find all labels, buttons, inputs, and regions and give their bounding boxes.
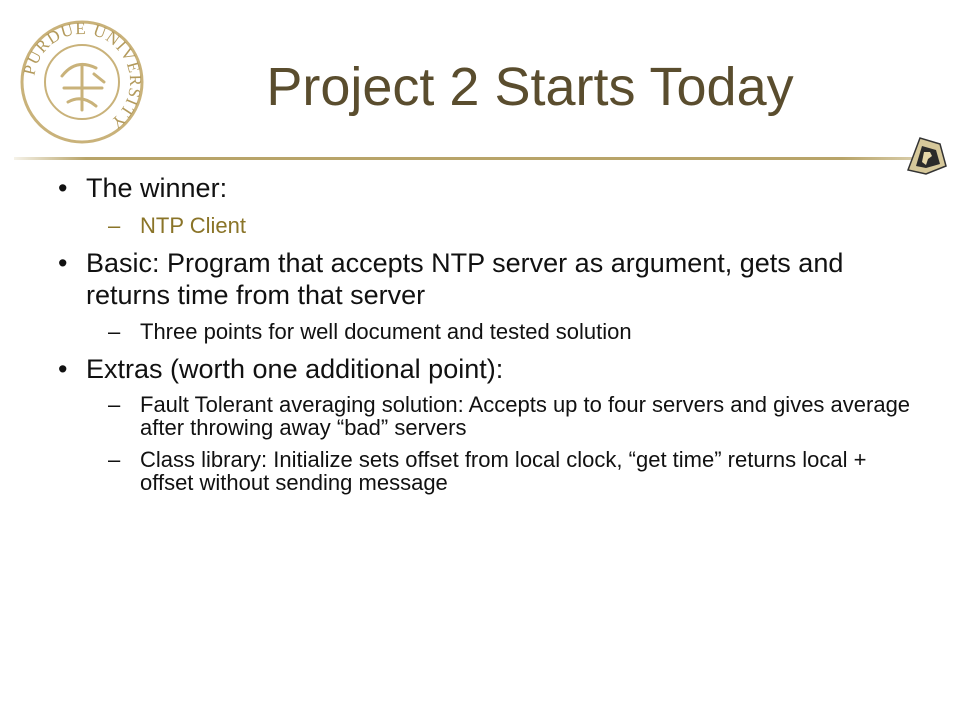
bullet-winner	[58, 172, 918, 204]
sub-bullet-text: NTP Client	[140, 213, 246, 238]
bullet-marker: •	[58, 173, 68, 203]
bullet-text: The winner:	[86, 173, 228, 203]
bullet-text: Basic: Program that accepts NTP server as argument, gets and returns time from that server	[86, 248, 844, 310]
sub-bullet-text: Fault Tolerant averaging solution: Accepts up to four servers and gives average after throwing away “bad” servers	[140, 392, 911, 440]
dash-marker: –	[108, 319, 121, 344]
sub-bullet-fault-tolerant	[58, 393, 918, 439]
sub-bullet-text: Three points for well document and tested solution	[140, 319, 632, 344]
dash-marker: –	[108, 447, 121, 472]
slide-body	[58, 172, 918, 494]
dash-marker: –	[108, 392, 121, 417]
university-seal-logo	[18, 18, 146, 146]
sub-bullet-text: Class library: Initialize sets offset from local clock, “get time” returns local + offset without sending message	[140, 447, 867, 495]
bullet-extras	[58, 353, 918, 385]
sub-bullet-three-points	[58, 320, 918, 343]
sub-bullet-class-library	[58, 448, 918, 494]
bullet-text: Extras (worth one additional point):	[86, 354, 504, 384]
svg-text:PURDUE UNIVERSITY: PURDUE UNIVERSITY	[19, 18, 146, 134]
bullet-marker: •	[58, 248, 68, 278]
dash-marker: –	[108, 213, 121, 238]
slide-title: Project 2 Starts Today	[266, 57, 794, 117]
bullet-marker: •	[58, 354, 68, 384]
sub-bullet-ntp-client	[58, 214, 918, 237]
title-divider	[14, 157, 914, 160]
bullet-basic	[58, 247, 918, 311]
